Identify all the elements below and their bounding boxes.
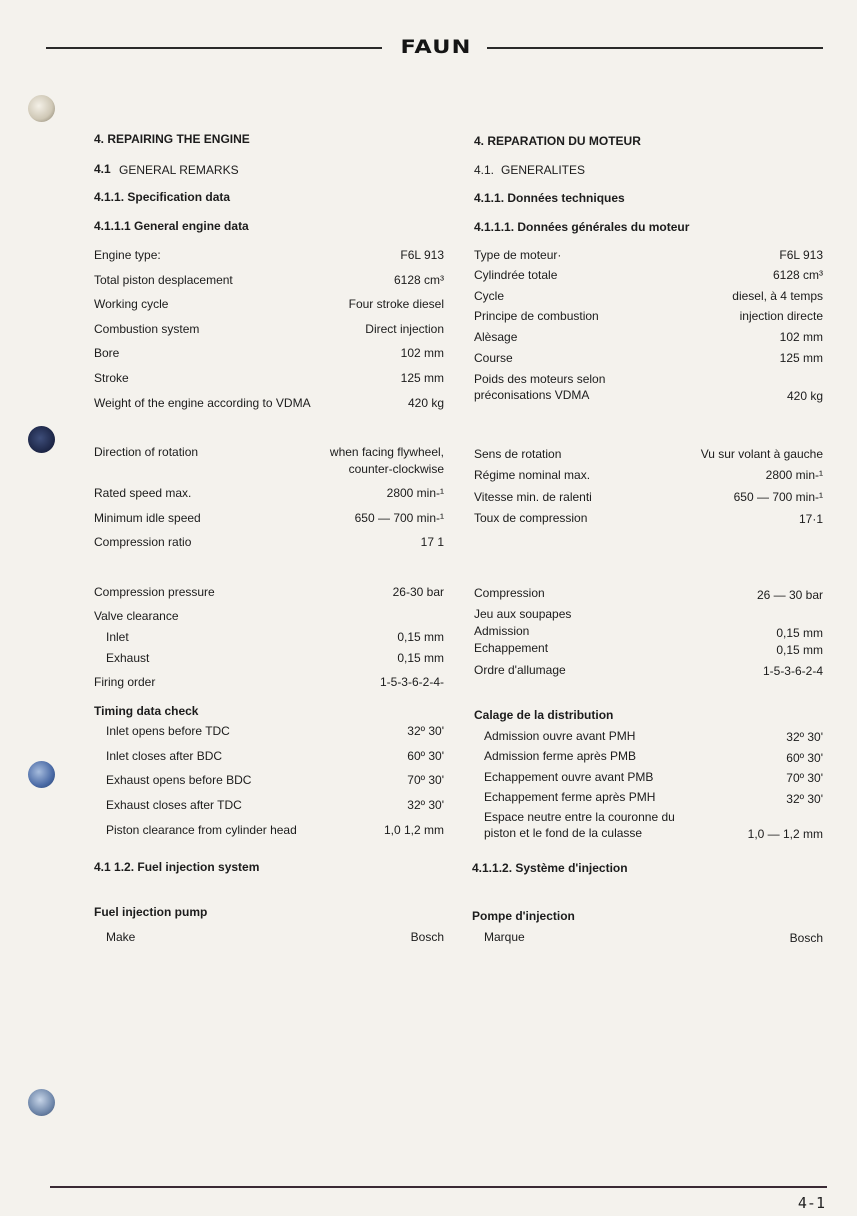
row-label: Cylindrée totale xyxy=(474,268,558,282)
spec-title: 4.1.1. Données techniques xyxy=(474,191,625,205)
row-label: Rated speed max. xyxy=(94,486,192,500)
timing-label: Echappement ferme après PMH xyxy=(484,790,656,804)
subsection-title: GENERAL REMARKS xyxy=(119,163,239,177)
row-value: 0,15 mm xyxy=(776,643,823,657)
row-label: Type de moteur· xyxy=(474,248,562,262)
row-label: Course xyxy=(474,351,513,365)
timing-value: 32º 30' xyxy=(786,730,823,744)
timing-label: Inlet opens before TDC xyxy=(106,724,230,738)
row-label: Jeu aux soupapes xyxy=(474,607,572,621)
row-value: Vu sur volant à gauche xyxy=(700,447,823,461)
row-value: 17·1 xyxy=(798,512,823,526)
row-label: Inlet xyxy=(106,630,129,644)
row-label: Engine type: xyxy=(94,248,161,262)
make-label: Make xyxy=(106,930,136,944)
timing-value: 60º 30' xyxy=(786,751,823,765)
row-label: Alèsage xyxy=(474,330,518,344)
row-label: Total piston desplacement xyxy=(94,273,233,287)
subsection-number: 4.1 xyxy=(94,162,111,176)
footer-rule xyxy=(50,1186,827,1188)
row-value: 17 1 xyxy=(420,535,444,549)
row-label: Bore xyxy=(94,346,120,360)
fuel-system-title: 4.1.1.2. Système d'injection xyxy=(472,861,628,875)
row-label: Poids des moteurs selon xyxy=(474,372,606,386)
row-label: Toux de compression xyxy=(474,511,588,525)
row-value: 1-5-3-6-2-4- xyxy=(379,675,444,689)
row-value: diesel, à 4 temps xyxy=(732,289,823,303)
pump-title: Pompe d'injection xyxy=(472,909,575,923)
timing-value: 1,0 1,2 mm xyxy=(383,823,444,837)
row-value: 650 — 700 min-¹ xyxy=(733,490,823,504)
row-label: Working cycle xyxy=(94,297,169,311)
timing-title: Timing data check xyxy=(94,704,199,718)
timing-value: 32º 30' xyxy=(407,798,444,812)
timing-label: Exhaust closes after TDC xyxy=(106,798,242,812)
row-label: Cycle xyxy=(474,289,505,303)
subsection-number: 4.1. xyxy=(474,163,495,177)
row-value: 1-5-3-6-2-4 xyxy=(762,664,823,678)
row-label: Compression xyxy=(474,586,545,600)
make-value: Bosch xyxy=(789,931,823,945)
subsection-title: GENERALITES xyxy=(501,163,586,177)
row-label: Firing order xyxy=(94,675,156,689)
row-label: Weight of the engine according to VDMA xyxy=(94,396,311,410)
row-value: 420 kg xyxy=(786,389,823,403)
row-label: Admission xyxy=(474,624,530,638)
row-label: Principe de combustion xyxy=(474,309,599,323)
row-value: 6128 cm³ xyxy=(772,268,823,282)
row-value: 125 mm xyxy=(779,351,823,365)
french-column xyxy=(472,0,823,1216)
binder-hole xyxy=(28,95,55,122)
timing-label: Admission ouvre avant PMH xyxy=(484,729,636,743)
row-label: Compression ratio xyxy=(94,535,192,549)
timing-label: Exhaust opens before BDC xyxy=(106,773,252,787)
row-label: Sens de rotation xyxy=(474,447,562,461)
row-value: 420 kg xyxy=(407,396,444,410)
timing-value: 32º 30' xyxy=(786,792,823,806)
timing-label: Admission ferme après PMB xyxy=(484,749,637,763)
general-data-title: 4.1.1.1. Données générales du moteur xyxy=(474,220,690,234)
timing-label-continued: piston et le fond de la culasse xyxy=(484,826,643,840)
row-value: when facing flywheel, xyxy=(329,445,444,459)
row-value: Direct injection xyxy=(365,322,444,336)
spec-title: 4.1.1. Specification data xyxy=(94,190,231,204)
timing-label: Espace neutre entre la couronne du xyxy=(484,810,675,824)
row-value: 0,15 mm xyxy=(776,626,823,640)
timing-value: 32º 30' xyxy=(407,724,444,738)
timing-value: 60º 30' xyxy=(407,749,444,763)
row-label: Valve clearance xyxy=(94,609,179,623)
row-label: Direction of rotation xyxy=(94,445,199,459)
row-value-continued: counter-clockwise xyxy=(348,462,444,476)
section-title: 4. REPAIRING THE ENGINE xyxy=(94,132,250,146)
timing-label: Inlet closes after BDC xyxy=(106,749,223,763)
row-value: 2800 min-¹ xyxy=(765,468,823,482)
row-value: 0,15 mm xyxy=(397,651,444,665)
brand-logo: FAUN xyxy=(400,36,472,58)
row-label: Stroke xyxy=(94,371,129,385)
binder-hole xyxy=(28,761,55,788)
row-value: injection directe xyxy=(739,309,823,323)
row-value: 102 mm xyxy=(400,346,444,360)
timing-value: 1,0 — 1,2 mm xyxy=(747,827,823,841)
row-label: Exhaust xyxy=(106,651,150,665)
make-label: Marque xyxy=(484,930,525,944)
row-value: 26-30 bar xyxy=(392,585,444,599)
timing-value: 70º 30' xyxy=(407,773,444,787)
pump-title: Fuel injection pump xyxy=(94,905,208,919)
row-value: 0,15 mm xyxy=(397,630,444,644)
make-value: Bosch xyxy=(410,930,444,944)
row-value: 102 mm xyxy=(779,330,823,344)
page-number: 4-1 xyxy=(797,1194,825,1212)
row-label-continued: préconisations VDMA xyxy=(474,388,590,402)
row-value: F6L 913 xyxy=(400,248,444,262)
general-data-title: 4.1.1.1 General engine data xyxy=(94,219,249,233)
row-label: Combustion system xyxy=(94,322,200,336)
row-label: Ordre d'allumage xyxy=(474,663,566,677)
row-label: Régime nominal max. xyxy=(474,468,591,482)
timing-label: Echappement ouvre avant PMB xyxy=(484,770,654,784)
binder-hole xyxy=(28,1089,55,1116)
row-value: 26 — 30 bar xyxy=(756,588,823,602)
row-value: 2800 min-¹ xyxy=(386,486,444,500)
section-title: 4. REPARATION DU MOTEUR xyxy=(474,134,641,148)
timing-title: Calage de la distribution xyxy=(474,708,614,722)
binder-hole xyxy=(28,426,55,453)
row-value: F6L 913 xyxy=(779,248,823,262)
row-value: 125 mm xyxy=(400,371,444,385)
timing-value: 70º 30' xyxy=(786,771,823,785)
english-column xyxy=(94,0,444,1216)
row-label: Vitesse min. de ralenti xyxy=(474,490,592,504)
row-value: 6128 cm³ xyxy=(393,273,444,287)
timing-label: Piston clearance from cylinder head xyxy=(106,823,297,837)
row-value: Four stroke diesel xyxy=(348,297,444,311)
fuel-system-title: 4.1 1.2. Fuel injection system xyxy=(94,860,260,874)
row-value: 650 — 700 min-¹ xyxy=(354,511,444,525)
row-label: Minimum idle speed xyxy=(94,511,201,525)
row-label: Compression pressure xyxy=(94,585,215,599)
row-label: Echappement xyxy=(474,641,549,655)
